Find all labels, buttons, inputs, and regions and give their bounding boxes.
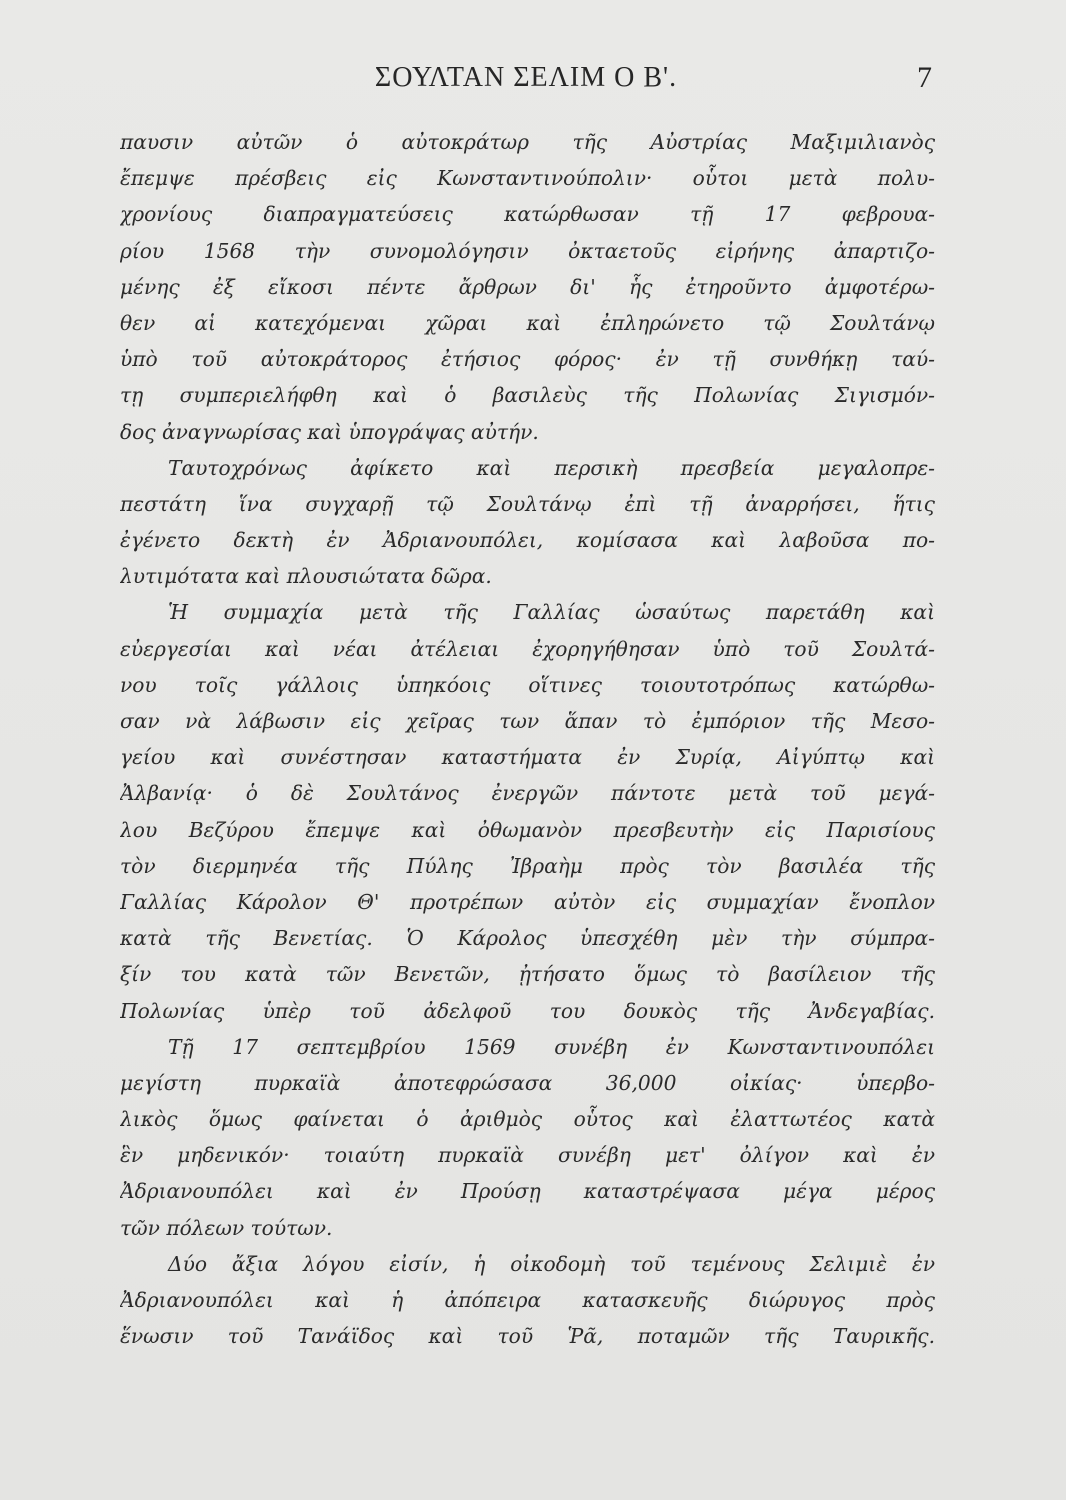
page-title: ΣΟΥΛΤΑΝ ΣΕΛΙΜ Ο Β'. bbox=[374, 62, 678, 93]
text-line: τῶν πόλεων τούτων. bbox=[120, 1215, 333, 1240]
text-line: Ἀδριανουπόλει καὶ ἡ ἀπόπειρα κατασκευῆς διώρυγος πρὸς bbox=[120, 1288, 935, 1312]
text-line: Ταυτοχρόνως ἀφίκετο καὶ περσικὴ πρεσβεία μεγαλοπρε- bbox=[168, 455, 935, 480]
text-line: ὑπὸ τοῦ αὐτοκράτορος ἐτήσιος φόρος· ἐν τῇ συνθήκῃ ταύ- bbox=[120, 347, 935, 372]
text-line: ἕνωσιν τοῦ Τανάϊδος καὶ τοῦ Ῥᾶ, ποταμῶν τῆς Ταυρικῆς. bbox=[120, 1324, 935, 1349]
text-line: χρονίους διαπραγματεύσεις κατώρθωσαν τῇ 17 φεβρουα- bbox=[120, 202, 935, 227]
text-line: μένης ἐξ εἴκοσι πέντε ἄρθρων δι' ἧς ἐτηροῦντο ἀμφοτέρω- bbox=[120, 274, 935, 299]
text-line: Τῇ 17 σεπτεμβρίου 1569 συνέβη ἐν Κωνσταντινουπόλει bbox=[168, 1034, 935, 1059]
text-line: κατὰ τῆς Βενετίας. Ὁ Κάρολος ὑπεσχέθη μὲν τὴν σύμπρα- bbox=[120, 926, 935, 951]
text-line: εὐεργεσίαι καὶ νέαι ἀτέλειαι ἐχορηγήθησαν ὑπὸ τοῦ Σουλτά- bbox=[120, 636, 935, 661]
text-line: μεγίστη πυρκαϊὰ ἀποτεφρώσασα 36,000 οἰκίας· ὑπερβο- bbox=[120, 1070, 935, 1095]
text-line: ἐγένετο δεκτὴ ἐν Ἀδριανουπόλει, κομίσασα καὶ λαβοῦσα πο- bbox=[120, 528, 935, 553]
text-line: λου Βεζύρου ἔπεμψε καὶ ὀθωμανὸν πρεσβευτὴν εἰς Παρισίους bbox=[120, 817, 935, 842]
text-line: παυσιν αὐτῶν ὁ αὐτοκράτωρ τῆς Αὐστρίας Μαξιμιλιανὸς bbox=[120, 130, 935, 154]
text-line: θεν αἱ κατεχόμεναι χῶραι καὶ ἐπληρώνετο τῷ Σουλτάνῳ bbox=[120, 310, 935, 335]
page-number: 7 bbox=[917, 61, 932, 94]
text-line: ρίου 1568 τὴν συνομολόγησιν ὀκταετοῦς εἰρήνης ἀπαρτιζο- bbox=[120, 238, 935, 263]
text-line: Ἡ συμμαχία μετὰ τῆς Γαλλίας ὡσαύτως παρετάθη καὶ bbox=[168, 600, 935, 625]
text-line: Ἀλβανίᾳ· ὁ δὲ Σουλτάνος ἐνεργῶν πάντοτε μετὰ τοῦ μεγά- bbox=[120, 781, 935, 806]
text-line: σαν νὰ λάβωσιν εἰς χεῖρας των ἅπαν τὸ ἐμπόριον τῆς Μεσο- bbox=[120, 709, 935, 733]
text-line: Γαλλίας Κάρολον Θ' προτρέπων αὐτὸν εἰς συμμαχίαν ἔνοπλον bbox=[120, 889, 935, 914]
text-line: νου τοῖς γάλλοις ὑπηκόοις οἵτινες τοιουτοτρόπως κατώρθω- bbox=[120, 672, 935, 697]
text-line: τῃ συμπεριελήφθη καὶ ὁ βασιλεὺς τῆς Πολωνίας Σιγισμόν- bbox=[120, 383, 935, 408]
text-line: Δύο ἄξια λόγου εἰσίν, ἡ οἰκοδομὴ τοῦ τεμένους Σελιμιὲ ἐν bbox=[168, 1251, 935, 1276]
text-line: Πολωνίας ὑπὲρ τοῦ ἀδελφοῦ του δουκὸς τῆς Ἀνδεγαβίας. bbox=[120, 998, 935, 1023]
text-line: γείου καὶ συνέστησαν καταστήματα ἐν Συρίᾳ, Αἰγύπτῳ καὶ bbox=[120, 745, 935, 770]
text-line: Ἀδριανουπόλει καὶ ἐν Προύσῃ καταστρέψασα μέγα μέρος bbox=[120, 1179, 935, 1204]
text-line: ἔπεμψε πρέσβεις εἰς Κωνσταντινούπολιν· οὗτοι μετὰ πολυ- bbox=[120, 166, 935, 191]
text-line: λυτιμότατα καὶ πλουσιώτατα δῶρα. bbox=[120, 564, 492, 589]
text-line: τὸν διερμηνέα τῆς Πύλης Ἰβραὴμ πρὸς τὸν βασιλέα τῆς bbox=[120, 853, 935, 878]
running-header bbox=[120, 58, 932, 98]
text-line: ξίν του κατὰ τῶν Βενετῶν, ᾐτήσατο ὅμως τὸ βασίλειον τῆς bbox=[120, 962, 935, 987]
text-line: δος ἀναγνωρίσας καὶ ὑπογράψας αὐτήν. bbox=[120, 419, 539, 444]
text-line: ἓν μηδενικόν· τοιαύτη πυρκαϊὰ συνέβη μετ' ὀλίγον καὶ ἐν bbox=[120, 1143, 935, 1168]
text-line: πεστάτη ἵνα συγχαρῇ τῷ Σουλτάνῳ ἐπὶ τῇ ἀναρρήσει, ἥτις bbox=[120, 491, 935, 516]
text-line: λικὸς ὅμως φαίνεται ὁ ἀριθμὸς οὗτος καὶ ἐλαττωτέος κατὰ bbox=[120, 1107, 935, 1132]
body-text bbox=[120, 124, 935, 1354]
